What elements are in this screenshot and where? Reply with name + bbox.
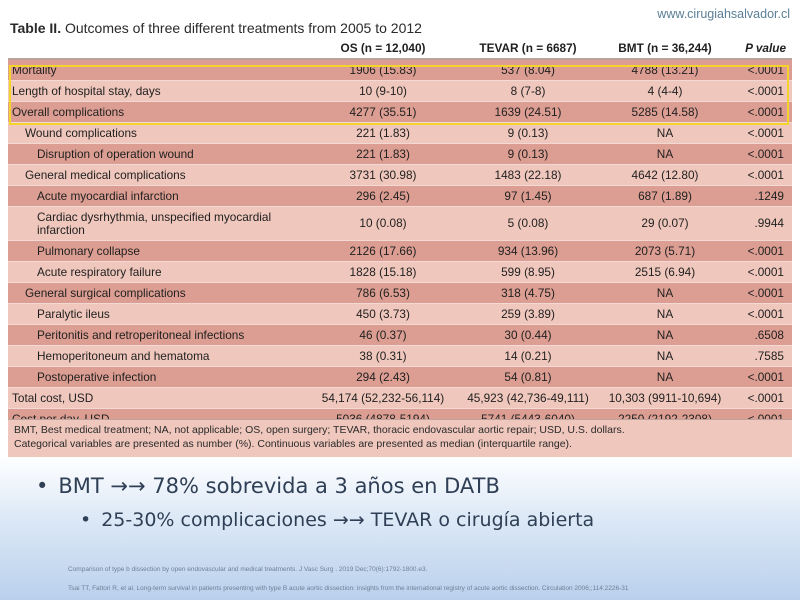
tevar-value: 54 (0.81) — [458, 367, 598, 388]
reference-1: Comparison of type b dissection by open endovascular and medical treatments. J Vasc Surg . 2019 Dec;70(6):1792-1800.e3. — [68, 566, 428, 573]
bullet-dot-icon: • — [80, 509, 92, 531]
p-value: .9944 — [732, 207, 792, 241]
os-value: 10 (9-10) — [308, 81, 458, 102]
os-value: 54,174 (52,232-56,114) — [308, 388, 458, 409]
os-value: 221 (1.83) — [308, 144, 458, 165]
table-row — [8, 367, 792, 388]
p-value: <.0001 — [732, 102, 792, 123]
tevar-value: 1639 (24.51) — [458, 102, 598, 123]
table-body — [8, 59, 792, 430]
column-header: TEVAR (n = 6687) — [458, 38, 598, 59]
os-value: 4277 (35.51) — [308, 102, 458, 123]
table-row — [8, 207, 792, 241]
bmt-value: NA — [598, 283, 732, 304]
row-label: Acute respiratory failure — [8, 262, 308, 283]
tevar-value: 14 (0.21) — [458, 346, 598, 367]
os-value: 296 (2.45) — [308, 186, 458, 207]
p-value: <.0001 — [732, 262, 792, 283]
row-label: Postoperative infection — [8, 367, 308, 388]
tevar-value: 9 (0.13) — [458, 123, 598, 144]
row-label: Total cost, USD — [8, 388, 308, 409]
row-label: Peritonitis and retroperitoneal infections — [8, 325, 308, 346]
bmt-value: NA — [598, 144, 732, 165]
p-value: .1249 — [732, 186, 792, 207]
row-label: Wound complications — [8, 123, 308, 144]
table-title — [10, 20, 422, 36]
table-row — [8, 144, 792, 165]
bmt-value: 4 (4-4) — [598, 81, 732, 102]
bmt-value: NA — [598, 304, 732, 325]
bmt-value: 687 (1.89) — [598, 186, 732, 207]
bmt-value: 10,303 (9911-10,694) — [598, 388, 732, 409]
p-value: .7585 — [732, 346, 792, 367]
column-header: P value — [732, 38, 792, 59]
tevar-value: 45,923 (42,736-49,111) — [458, 388, 598, 409]
row-label: Disruption of operation wound — [8, 144, 308, 165]
row-label: General surgical complications — [8, 283, 308, 304]
os-value: 10 (0.08) — [308, 207, 458, 241]
table-row — [8, 186, 792, 207]
tevar-value: 599 (8.95) — [458, 262, 598, 283]
row-label: Mortality — [8, 59, 308, 81]
row-label: Hemoperitoneum and hematoma — [8, 346, 308, 367]
table-title-text: Outcomes of three different treatments from 2005 to 2012 — [64, 20, 422, 36]
p-value: <.0001 — [732, 304, 792, 325]
table-footnote — [8, 419, 792, 457]
row-label: Acute myocardial infarction — [8, 186, 308, 207]
table-row — [8, 59, 792, 81]
p-value: <.0001 — [732, 367, 792, 388]
os-value: 450 (3.73) — [308, 304, 458, 325]
p-value: <.0001 — [732, 165, 792, 186]
row-label: Pulmonary collapse — [8, 241, 308, 262]
table-row — [8, 241, 792, 262]
table-row — [8, 102, 792, 123]
p-value: <.0001 — [732, 388, 792, 409]
outcomes-table — [8, 38, 792, 430]
column-header: BMT (n = 36,244) — [598, 38, 732, 59]
bullet-item-2 — [80, 509, 594, 531]
bmt-value: 2073 (5.71) — [598, 241, 732, 262]
bmt-value: 4642 (12.80) — [598, 165, 732, 186]
footnote-line-2: Categorical variables are presented as number (%). Continuous variables are presented as median (interquartile range). — [14, 438, 572, 450]
bullet-text-2: 25-30% complicaciones →→ TEVAR o cirugía abierta — [101, 509, 595, 531]
tevar-value: 934 (13.96) — [458, 241, 598, 262]
footnote-line-1: BMT, Best medical treatment; NA, not applicable; OS, open surgery; TEVAR, thoracic endovascular aortic repair; USD, U.S. dollars. — [14, 424, 625, 436]
bmt-value: NA — [598, 367, 732, 388]
os-value: 2126 (17.66) — [308, 241, 458, 262]
row-label: Paralytic ileus — [8, 304, 308, 325]
os-value: 221 (1.83) — [308, 123, 458, 144]
tevar-value: 8 (7-8) — [458, 81, 598, 102]
bmt-value: NA — [598, 346, 732, 367]
bmt-value: 29 (0.07) — [598, 207, 732, 241]
p-value: <.0001 — [732, 59, 792, 81]
table-row — [8, 283, 792, 304]
p-value: <.0001 — [732, 144, 792, 165]
table-row — [8, 262, 792, 283]
table-row — [8, 325, 792, 346]
table-header-row — [8, 38, 792, 59]
bullet-text-1: BMT →→ 78% sobrevida a 3 años en DATB — [58, 474, 500, 498]
tevar-value: 259 (3.89) — [458, 304, 598, 325]
tevar-value: 97 (1.45) — [458, 186, 598, 207]
table-row — [8, 165, 792, 186]
table-title-number: Table II. — [10, 20, 62, 36]
table-row — [8, 346, 792, 367]
table-row — [8, 388, 792, 409]
os-value: 46 (0.37) — [308, 325, 458, 346]
bmt-value: 4788 (13.21) — [598, 59, 732, 81]
tevar-value: 537 (8.04) — [458, 59, 598, 81]
tevar-value: 9 (0.13) — [458, 144, 598, 165]
os-value: 1828 (15.18) — [308, 262, 458, 283]
os-value: 38 (0.31) — [308, 346, 458, 367]
row-label: Length of hospital stay, days — [8, 81, 308, 102]
os-value: 786 (6.53) — [308, 283, 458, 304]
table-row — [8, 123, 792, 144]
site-url: www.cirugiahsalvador.cl — [657, 7, 790, 21]
os-value: 294 (2.43) — [308, 367, 458, 388]
row-label: Overall complications — [8, 102, 308, 123]
tevar-value: 1483 (22.18) — [458, 165, 598, 186]
tevar-value: 318 (4.75) — [458, 283, 598, 304]
bmt-value: 2515 (6.94) — [598, 262, 732, 283]
table-row — [8, 81, 792, 102]
p-value: <.0001 — [732, 283, 792, 304]
bmt-value: NA — [598, 123, 732, 144]
bmt-value: NA — [598, 325, 732, 346]
p-value: .6508 — [732, 325, 792, 346]
reference-2: Tsai TT, Fattori R, et al. Long-term survival in patients presenting with type B acute aortic dissection: insights from the international registry of acute aortic dissection. Circulation 2006;;114:2226-31 — [68, 585, 629, 592]
column-header: OS (n = 12,040) — [308, 38, 458, 59]
bmt-value: 5285 (14.58) — [598, 102, 732, 123]
bullet-dot-icon: • — [36, 474, 49, 498]
os-value: 1906 (15.83) — [308, 59, 458, 81]
p-value: <.0001 — [732, 81, 792, 102]
tevar-value: 30 (0.44) — [458, 325, 598, 346]
bullet-item-1 — [36, 474, 500, 498]
p-value: <.0001 — [732, 241, 792, 262]
table-row — [8, 304, 792, 325]
os-value: 3731 (30.98) — [308, 165, 458, 186]
row-label: Cardiac dysrhythmia, unspecified myocardial infarction — [8, 207, 308, 241]
tevar-value: 5 (0.08) — [458, 207, 598, 241]
column-header — [8, 38, 308, 59]
row-label: General medical complications — [8, 165, 308, 186]
p-value: <.0001 — [732, 123, 792, 144]
